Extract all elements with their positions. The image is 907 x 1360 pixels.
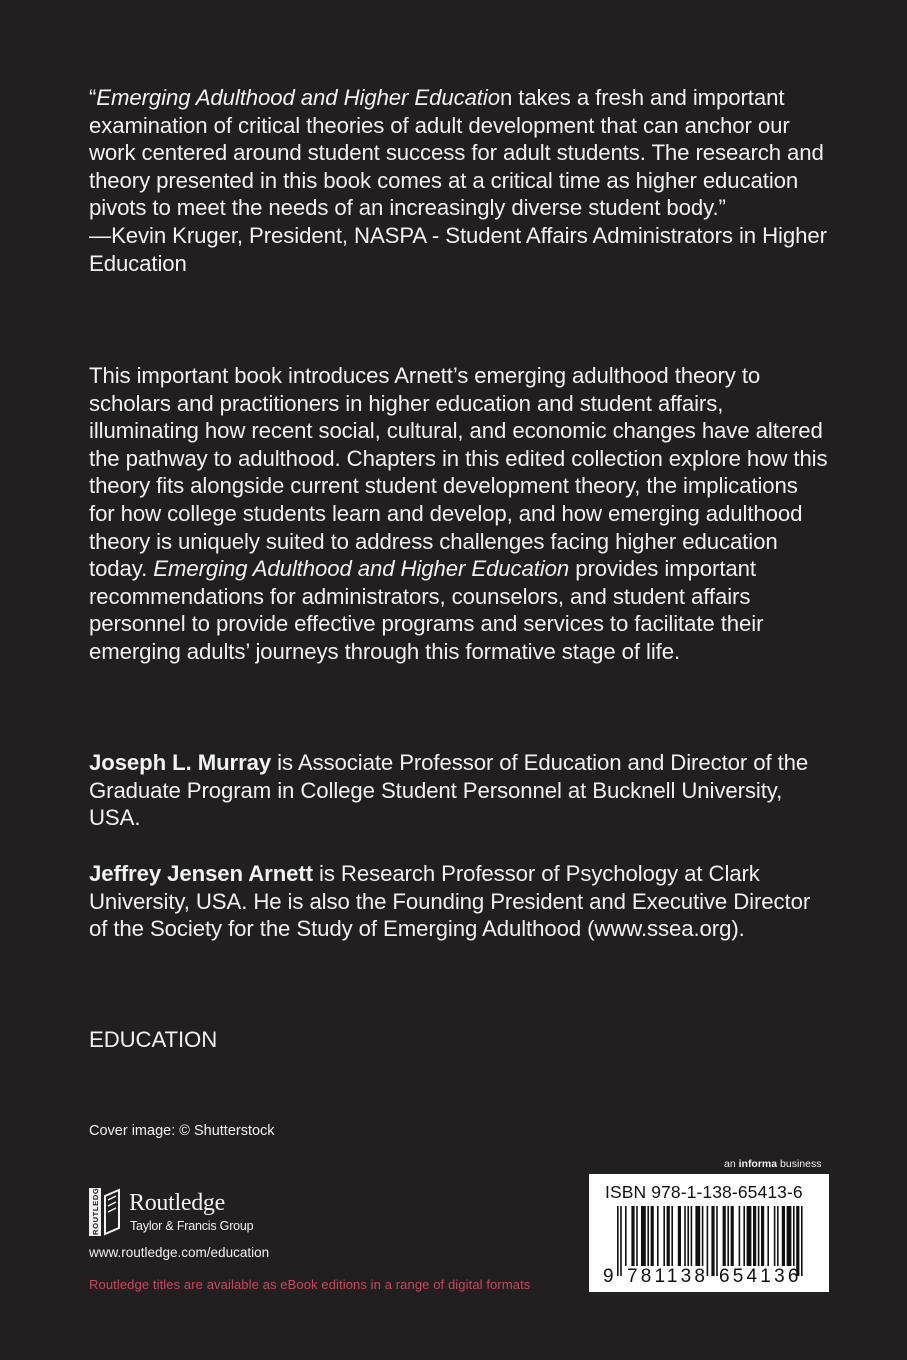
barcode-bar [667, 1206, 670, 1266]
barcode-bar [758, 1206, 760, 1266]
barcode-bar [651, 1206, 654, 1266]
barcode-bar [636, 1206, 638, 1266]
publisher-url: www.routledge.com/education [89, 1245, 270, 1260]
author-name: Jeffrey Jensen Arnett [89, 861, 313, 886]
barcode-bar [761, 1206, 764, 1266]
quote-book-title: Emerging Adulthood and Higher Educatio [96, 85, 500, 110]
barcode-bar [716, 1206, 718, 1276]
barcode-bar [727, 1206, 729, 1266]
barcode-bar [767, 1206, 769, 1266]
author-bio-arnett: Jeffrey Jensen Arnett is Research Professor of Psychology at Clark University, USA. He is also the Founding President and Executive Director of the Society for the Study of Emerging Adulthood (www.ssea.org). [89, 861, 811, 942]
description-book-title: Emerging Adulthood and Higher Education [153, 556, 570, 582]
routledge-emblem-icon [89, 1188, 125, 1240]
barcode-bar [691, 1206, 693, 1266]
barcode-bar [631, 1206, 634, 1266]
isbn-number: ISBN 978-1-138-65413-6 [605, 1182, 803, 1202]
barcode-bar [743, 1206, 745, 1266]
publisher-group: Taylor & Francis Group [130, 1219, 254, 1233]
barcode-bar [625, 1206, 627, 1266]
subject-category: EDUCATION [89, 1027, 218, 1052]
svg-text:ROUTLEDGE: ROUTLEDGE [91, 1188, 100, 1235]
barcode-bar [671, 1206, 673, 1266]
author-bio-murray: Joseph L. Murray is Associate Professor of Education and Director of the Graduate Program in College Student Personnel at Bucknell University, USA. [89, 750, 809, 831]
barcode-bar [793, 1206, 795, 1266]
barcode-bar [617, 1206, 619, 1276]
barcode-digits-left: 781138 [627, 1266, 709, 1287]
barcode-bar [723, 1206, 726, 1266]
barcode-bar [647, 1206, 649, 1266]
barcode-bar [711, 1206, 714, 1276]
barcode-bar [739, 1206, 741, 1266]
quote-text: “Emerging Adulthood and Higher Education takes a fresh and important examination of critical theories of adult development that can anchor our work centered around student success for adult students. The research and theory presented in this book comes at a critical time as higher education pivots to meet the needs of an increasingly diverse student body.” [89, 85, 824, 221]
barcode-bar [753, 1206, 756, 1266]
barcode-bar [782, 1206, 785, 1266]
barcode-digits-right: 654136 [719, 1266, 802, 1287]
cover-credit: Cover image: © Shutterstock [89, 1123, 275, 1139]
book-description: This important book introduces Arnett’s emerging adulthood theory to scholars and practitioners in higher education and student affairs, illuminating how recent social, cultural, and economic changes have altered the pathway to adulthood. Chapters in this edited collection explore how this theory fits alongside current student development theory, the implications for how college students learn and develop, and how emerging adulthood theory is uniquely suited to address challenges facing higher education today. Emerging Adulthood and Higher Education provides important recommendations for administrators, counselors, and student affairs personnel to provide effective programs and services to facilitate their emerging adults’ journeys through this formative stage of life. [89, 363, 828, 664]
endorsement-quote [89, 84, 829, 277]
barcode-bar [684, 1206, 686, 1266]
barcode-bar [678, 1206, 681, 1266]
barcode-bar [641, 1206, 646, 1266]
publisher-name: Routledge [129, 1190, 225, 1216]
barcode-bar [731, 1206, 734, 1266]
barcode-digit-lead: 9 [603, 1266, 614, 1287]
author-name: Joseph L. Murray [89, 750, 272, 775]
quote-attribution: —Kevin Kruger, President, NASPA - Student Affairs Administrators in Higher Education [89, 222, 827, 276]
informa-tagline: an informa business [724, 1158, 822, 1170]
barcode-bar [777, 1206, 779, 1266]
barcode-bar [695, 1206, 700, 1266]
barcode-bar [687, 1206, 689, 1266]
barcode-bar [663, 1206, 665, 1266]
barcode-bar [747, 1206, 752, 1266]
barcode-bar [620, 1206, 622, 1276]
barcode-bar [702, 1206, 704, 1266]
routledge-logo [89, 1188, 289, 1240]
ebook-note: Routledge titles are available as eBook editions in a range of digital formats [89, 1277, 531, 1292]
barcode-bar [657, 1206, 659, 1266]
barcode-bar [774, 1206, 776, 1266]
isbn-barcode [589, 1174, 829, 1292]
barcode-bar [787, 1206, 792, 1266]
